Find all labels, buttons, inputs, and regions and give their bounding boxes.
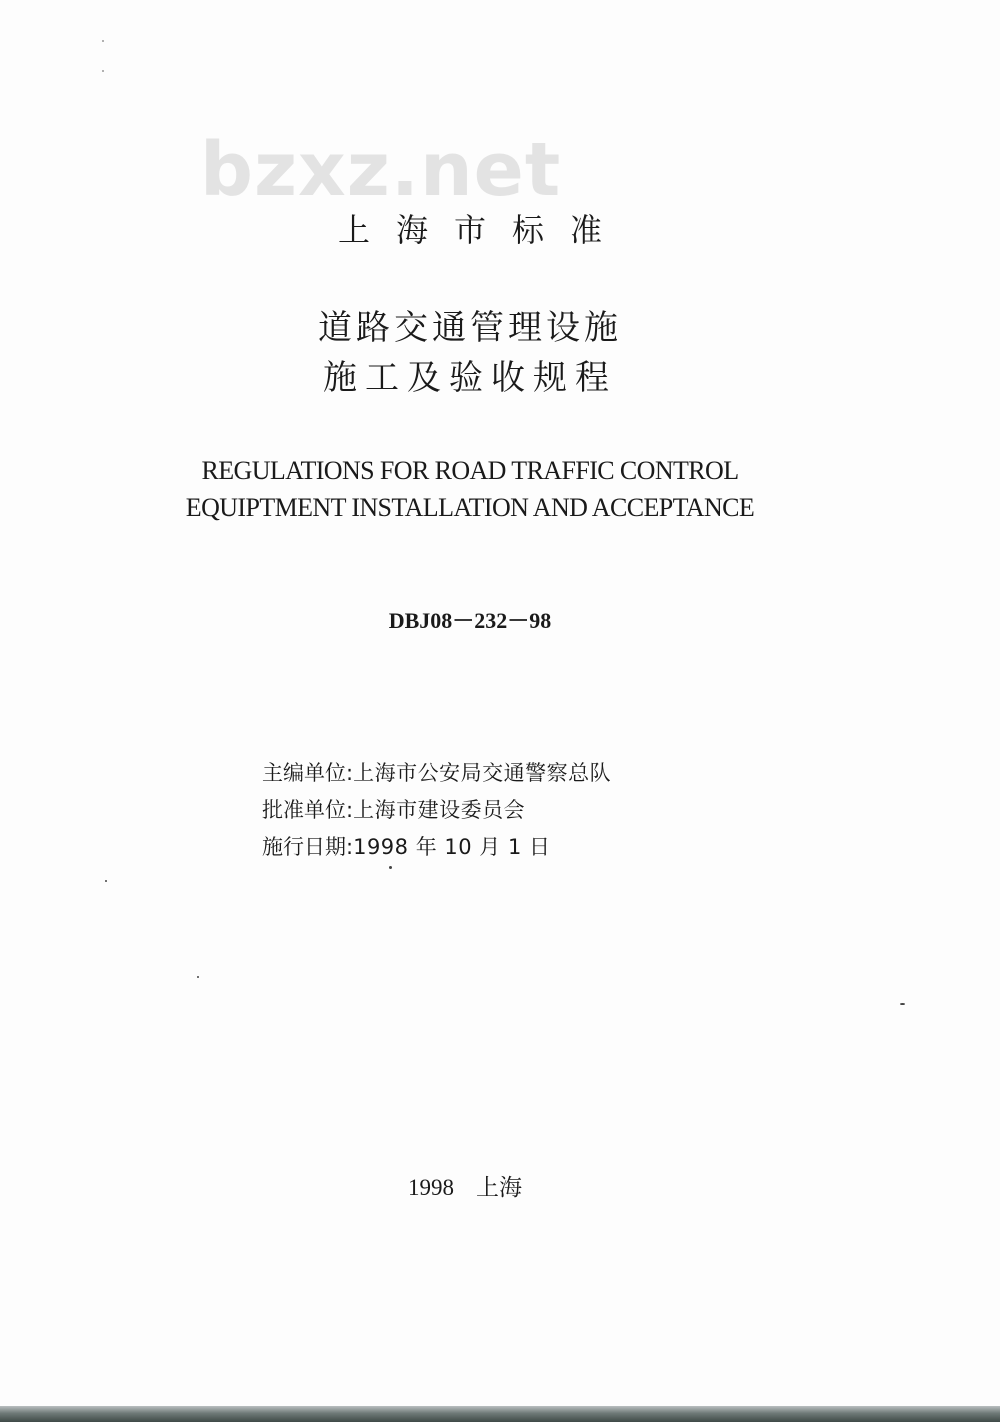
scan-speck xyxy=(900,1003,905,1005)
publication-place: 上海 xyxy=(476,1175,522,1201)
scan-speck xyxy=(389,866,392,869)
english-title-line-2: EQUIPTMENT INSTALLATION AND ACCEPTANCE xyxy=(185,493,755,522)
editor-row xyxy=(262,757,611,789)
effective-date-value: 1998 年 10 月 1 日 xyxy=(353,835,551,859)
publication-year: 1998 xyxy=(408,1175,454,1200)
effective-date-label: 施行日期: xyxy=(262,835,354,859)
watermark: bzxz.net xyxy=(200,127,562,213)
chinese-title-line-1: 道路交通管理设施 xyxy=(318,308,622,348)
scan-speck xyxy=(197,976,199,978)
editor-value: 上海市公安局交通警察总队 xyxy=(353,761,612,785)
chinese-title-line-2: 施工及验收规程 xyxy=(323,358,617,398)
scan-edge-bar xyxy=(0,1406,1000,1422)
standard-code: DBJ08－232－98 xyxy=(388,608,552,633)
publication-footer xyxy=(408,1172,522,1204)
scan-speck xyxy=(102,40,104,42)
scan-speck xyxy=(102,70,104,72)
approver-row xyxy=(262,794,525,826)
scan-speck xyxy=(105,880,107,882)
editor-label: 主编单位: xyxy=(262,761,354,785)
effective-date-row xyxy=(262,831,550,863)
approver-label: 批准单位: xyxy=(262,798,354,822)
standard-type: 上海市标准 xyxy=(337,211,628,249)
english-title-line-1: REGULATIONS FOR ROAD TRAFFIC CONTROL xyxy=(201,456,739,485)
approver-value: 上海市建设委员会 xyxy=(353,798,526,822)
